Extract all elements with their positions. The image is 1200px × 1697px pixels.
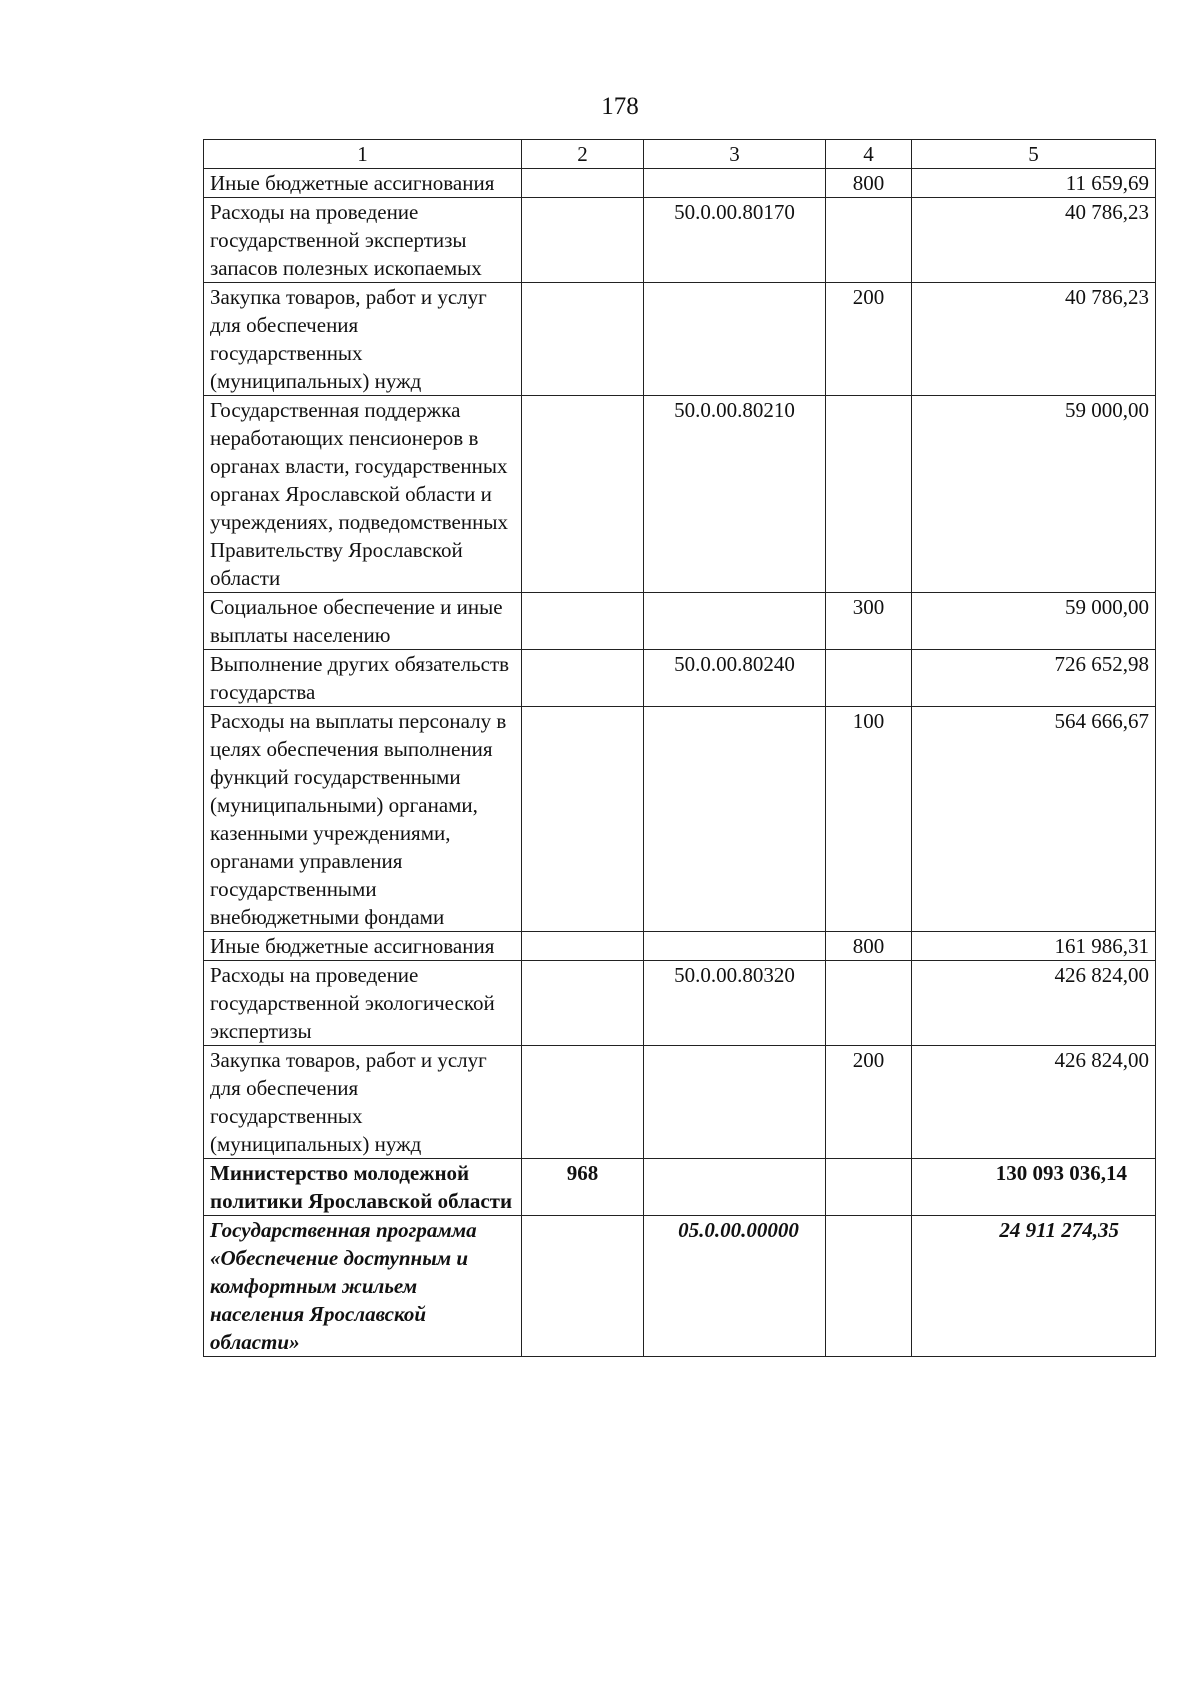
column-header-2: 2 bbox=[522, 140, 644, 169]
row-name-cell: Расходы на проведение государственной экспертизы запасов полезных ископаемых bbox=[204, 198, 522, 283]
row-expense-type-cell: 100 bbox=[826, 707, 912, 932]
column-header-3: 3 bbox=[644, 140, 826, 169]
table-row bbox=[204, 169, 1156, 198]
table-row-program bbox=[204, 1216, 1156, 1357]
row-name-cell: Закупка товаров, работ и услуг для обеспечения государственных (муниципальных) нужд bbox=[204, 283, 522, 396]
row-expense-type-cell: 800 bbox=[826, 169, 912, 198]
row-code-cell bbox=[522, 396, 644, 593]
row-code-cell bbox=[522, 1046, 644, 1159]
row-target-article-cell: 50.0.00.80170 bbox=[644, 198, 826, 283]
row-amount-cell: 59 000,00 bbox=[912, 593, 1156, 650]
row-expense-type-cell bbox=[826, 198, 912, 283]
table-row bbox=[204, 198, 1156, 283]
table-row bbox=[204, 707, 1156, 932]
row-target-article-cell bbox=[644, 283, 826, 396]
row-name-cell: Иные бюджетные ассигнования bbox=[204, 169, 522, 198]
row-name-cell: Государственная программа «Обеспечение доступным и комфортным жильем населения Ярославской области» bbox=[204, 1216, 522, 1357]
table-row bbox=[204, 1046, 1156, 1159]
row-name-cell: Государственная поддержка неработающих пенсионеров в органах власти, государственных органах Ярославской области и учреждениях, подведомственных Правительству Ярославской области bbox=[204, 396, 522, 593]
row-expense-type-cell: 300 bbox=[826, 593, 912, 650]
row-code-cell: 968 bbox=[522, 1159, 644, 1216]
row-expense-type-cell bbox=[826, 1216, 912, 1357]
column-header-1: 1 bbox=[204, 140, 522, 169]
row-name-cell: Иные бюджетные ассигнования bbox=[204, 932, 522, 961]
row-target-article-cell: 50.0.00.80210 bbox=[644, 396, 826, 593]
row-amount-cell: 130 093 036,14 bbox=[912, 1159, 1156, 1216]
row-expense-type-cell bbox=[826, 961, 912, 1046]
row-code-cell bbox=[522, 198, 644, 283]
row-target-article-cell: 05.0.00.00000 bbox=[644, 1216, 826, 1357]
row-amount-cell: 426 824,00 bbox=[912, 961, 1156, 1046]
column-header-5: 5 bbox=[912, 140, 1156, 169]
row-amount-cell: 59 000,00 bbox=[912, 396, 1156, 593]
row-expense-type-cell bbox=[826, 1159, 912, 1216]
row-name-cell: Расходы на проведение государственной экологической экспертизы bbox=[204, 961, 522, 1046]
row-code-cell bbox=[522, 283, 644, 396]
column-header-4: 4 bbox=[826, 140, 912, 169]
row-target-article-cell bbox=[644, 707, 826, 932]
row-code-cell bbox=[522, 707, 644, 932]
row-target-article-cell: 50.0.00.80320 bbox=[644, 961, 826, 1046]
table-row bbox=[204, 932, 1156, 961]
budget-table bbox=[203, 139, 1156, 1357]
row-expense-type-cell bbox=[826, 650, 912, 707]
row-target-article-cell: 50.0.00.80240 bbox=[644, 650, 826, 707]
table-row-ministry bbox=[204, 1159, 1156, 1216]
row-name-cell: Выполнение других обязательств государства bbox=[204, 650, 522, 707]
row-amount-cell: 40 786,23 bbox=[912, 283, 1156, 396]
row-amount-cell: 564 666,67 bbox=[912, 707, 1156, 932]
row-target-article-cell bbox=[644, 169, 826, 198]
row-amount-cell: 161 986,31 bbox=[912, 932, 1156, 961]
row-expense-type-cell: 200 bbox=[826, 283, 912, 396]
row-code-cell bbox=[522, 1216, 644, 1357]
row-code-cell bbox=[522, 593, 644, 650]
row-code-cell bbox=[522, 169, 644, 198]
table-header-row bbox=[204, 140, 1156, 169]
row-amount-cell: 11 659,69 bbox=[912, 169, 1156, 198]
table-row bbox=[204, 593, 1156, 650]
row-amount-cell: 426 824,00 bbox=[912, 1046, 1156, 1159]
row-target-article-cell bbox=[644, 1159, 826, 1216]
row-target-article-cell bbox=[644, 593, 826, 650]
table-row bbox=[204, 283, 1156, 396]
row-code-cell bbox=[522, 650, 644, 707]
row-target-article-cell bbox=[644, 1046, 826, 1159]
table-row bbox=[204, 961, 1156, 1046]
row-expense-type-cell bbox=[826, 396, 912, 593]
row-target-article-cell bbox=[644, 932, 826, 961]
row-code-cell bbox=[522, 961, 644, 1046]
page-number: 178 bbox=[601, 93, 639, 120]
row-code-cell bbox=[522, 932, 644, 961]
row-amount-cell: 726 652,98 bbox=[912, 650, 1156, 707]
row-name-cell: Министерство молодежной политики Ярославской области bbox=[204, 1159, 522, 1216]
row-name-cell: Закупка товаров, работ и услуг для обеспечения государственных (муниципальных) нужд bbox=[204, 1046, 522, 1159]
table-row bbox=[204, 396, 1156, 593]
row-name-cell: Социальное обеспечение и иные выплаты населению bbox=[204, 593, 522, 650]
table-row bbox=[204, 650, 1156, 707]
row-amount-cell: 40 786,23 bbox=[912, 198, 1156, 283]
row-name-cell: Расходы на выплаты персоналу в целях обеспечения выполнения функций государственными (муниципальными) органами, казенными учреждениями, органами управления государственными внебюджетными фондами bbox=[204, 707, 522, 932]
row-amount-cell: 24 911 274,35 bbox=[912, 1216, 1156, 1357]
row-expense-type-cell: 200 bbox=[826, 1046, 912, 1159]
row-expense-type-cell: 800 bbox=[826, 932, 912, 961]
